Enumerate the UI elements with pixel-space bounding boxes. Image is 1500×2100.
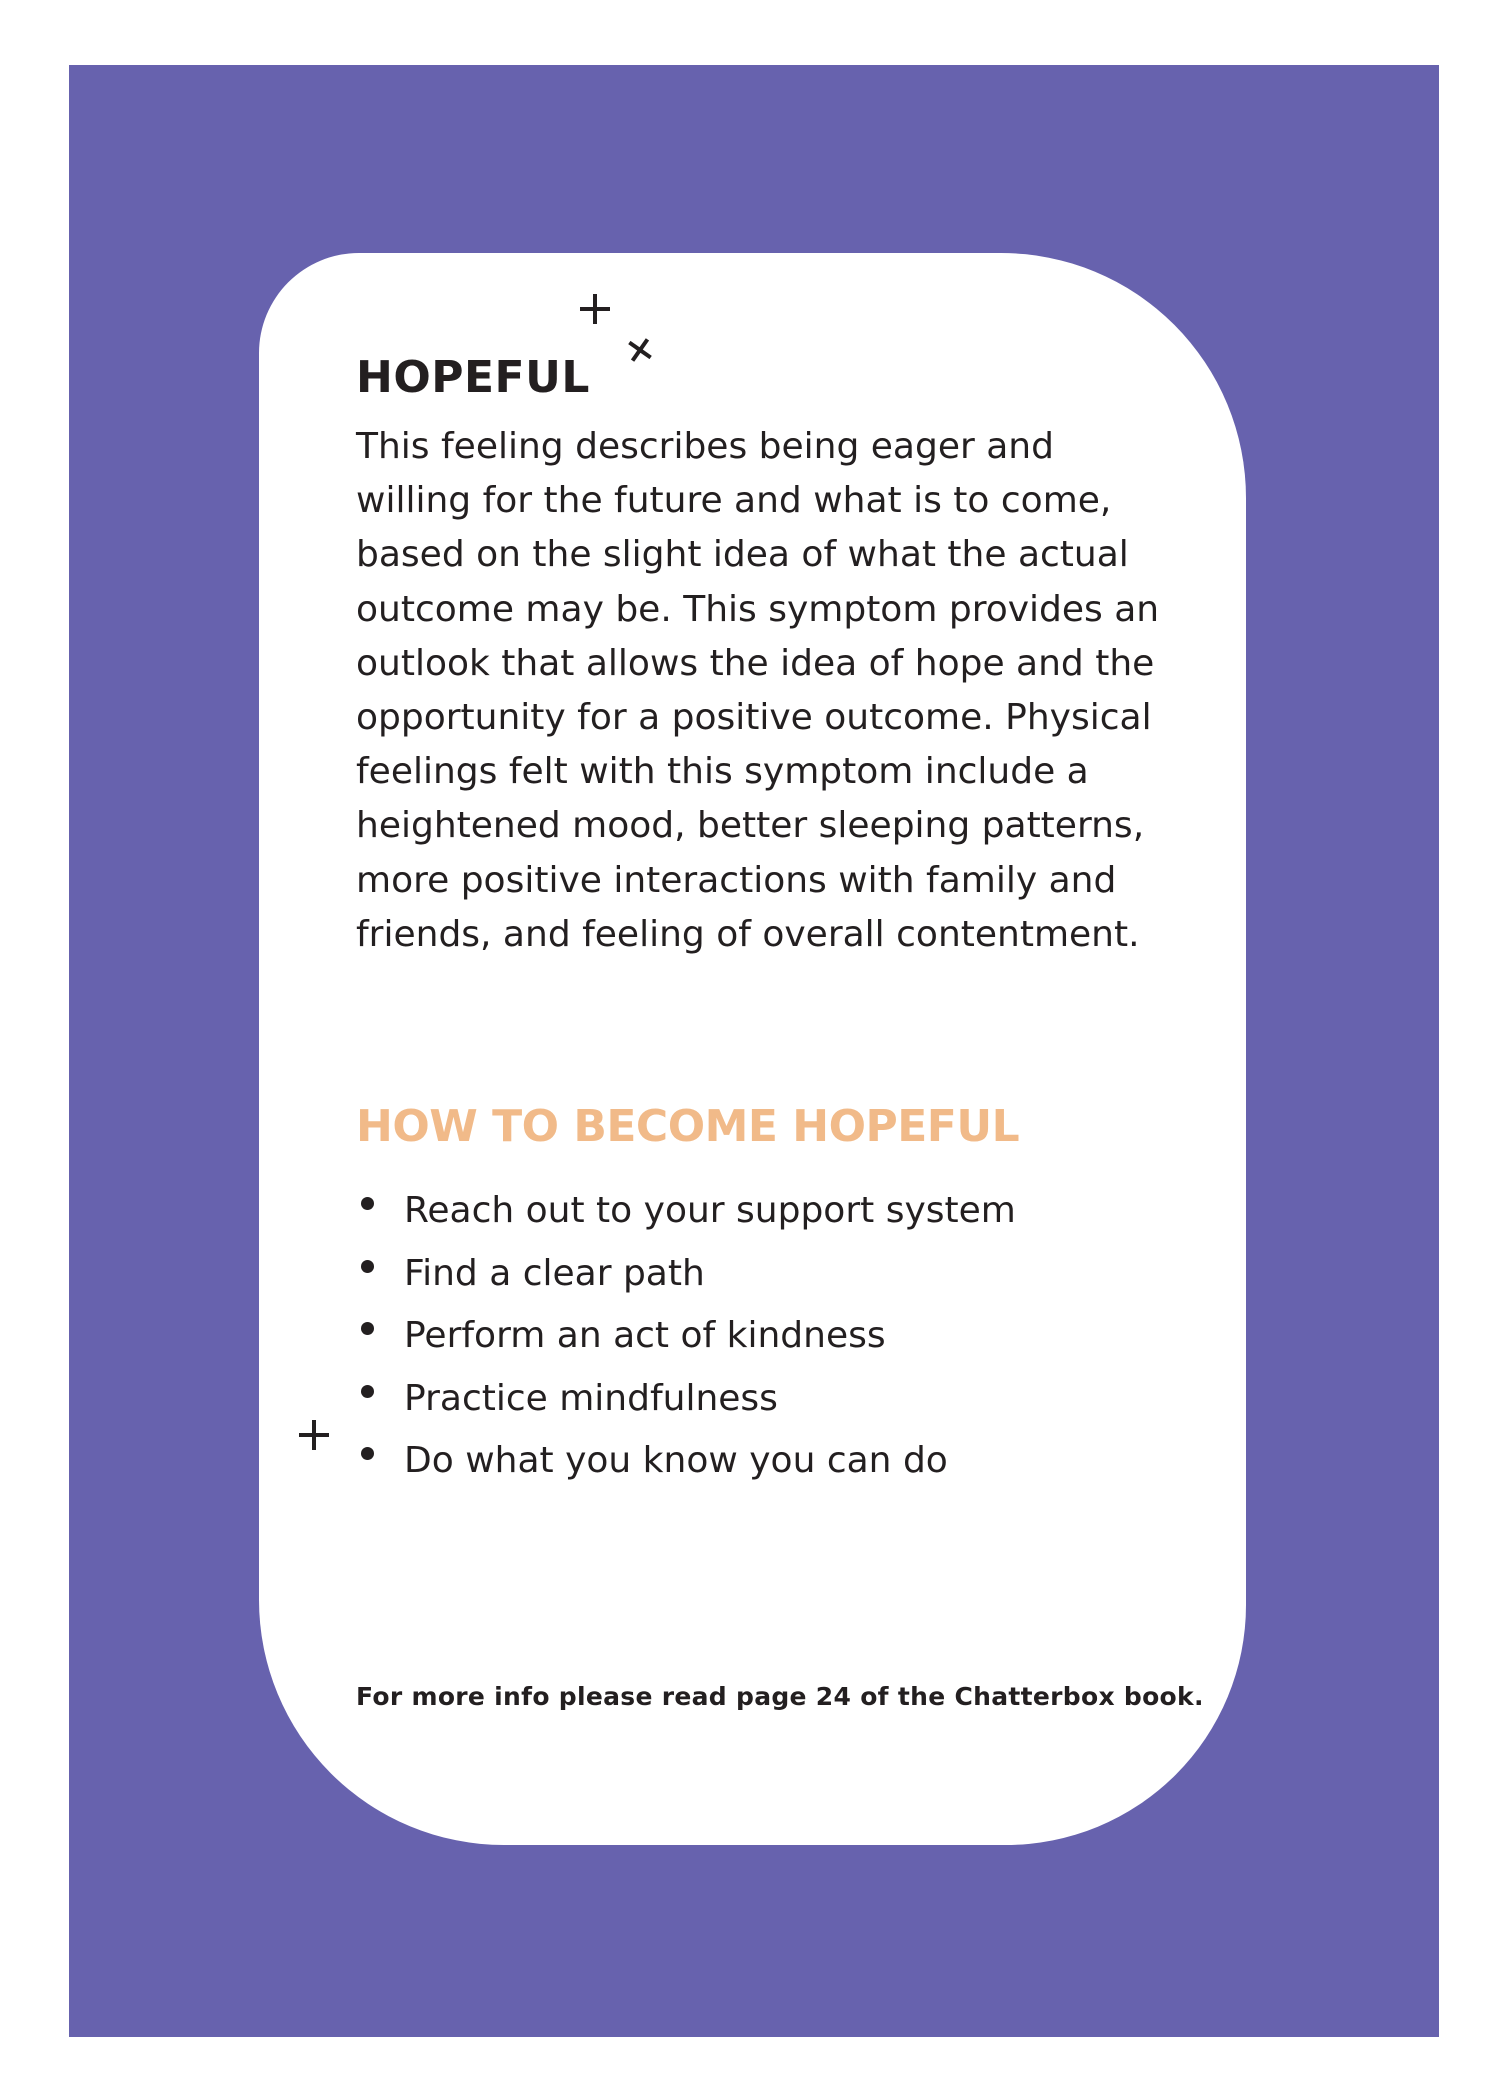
tip-text: Reach out to your support system (404, 1190, 1016, 1231)
tip-text: Find a clear path (404, 1252, 705, 1294)
feeling-description: This feeling describes being eager and willing for the future and what is to come, based on the slight idea of what the actual outcome may be. This symptom provides an outlook that allows the idea of hope and the opportunity for a positive outcome. Physical feelings felt with this symptom include a heightened mood, better sleeping patterns, more positive interactions with family and friends, and feeling of overall contentment. (356, 426, 1160, 955)
tip-item (356, 1430, 1016, 1493)
tips-list (356, 1180, 1016, 1493)
bullet-icon (361, 1385, 374, 1398)
bullet-icon (361, 1322, 374, 1335)
tip-item (356, 1243, 1016, 1306)
sparkle-plus-icon (580, 294, 610, 324)
tip-text: Perform an act of kindness (404, 1315, 886, 1356)
tip-item (356, 1180, 1016, 1243)
tip-item (356, 1305, 1016, 1368)
tip-item (356, 1368, 1016, 1431)
footnote: For more info please read page 24 of the Chatterbox book. (356, 1682, 1204, 1711)
feeling-title: HOPEFUL (356, 352, 590, 403)
bullet-icon (361, 1260, 374, 1273)
bullet-icon (361, 1197, 374, 1210)
sparkle-plus-icon (299, 1420, 329, 1450)
how-to-heading: HOW TO BECOME HOPEFUL (356, 1101, 1020, 1152)
bullet-icon (361, 1447, 374, 1460)
tip-text: Practice mindfulness (404, 1377, 778, 1419)
tip-text: Do what you know you can do (404, 1440, 948, 1481)
